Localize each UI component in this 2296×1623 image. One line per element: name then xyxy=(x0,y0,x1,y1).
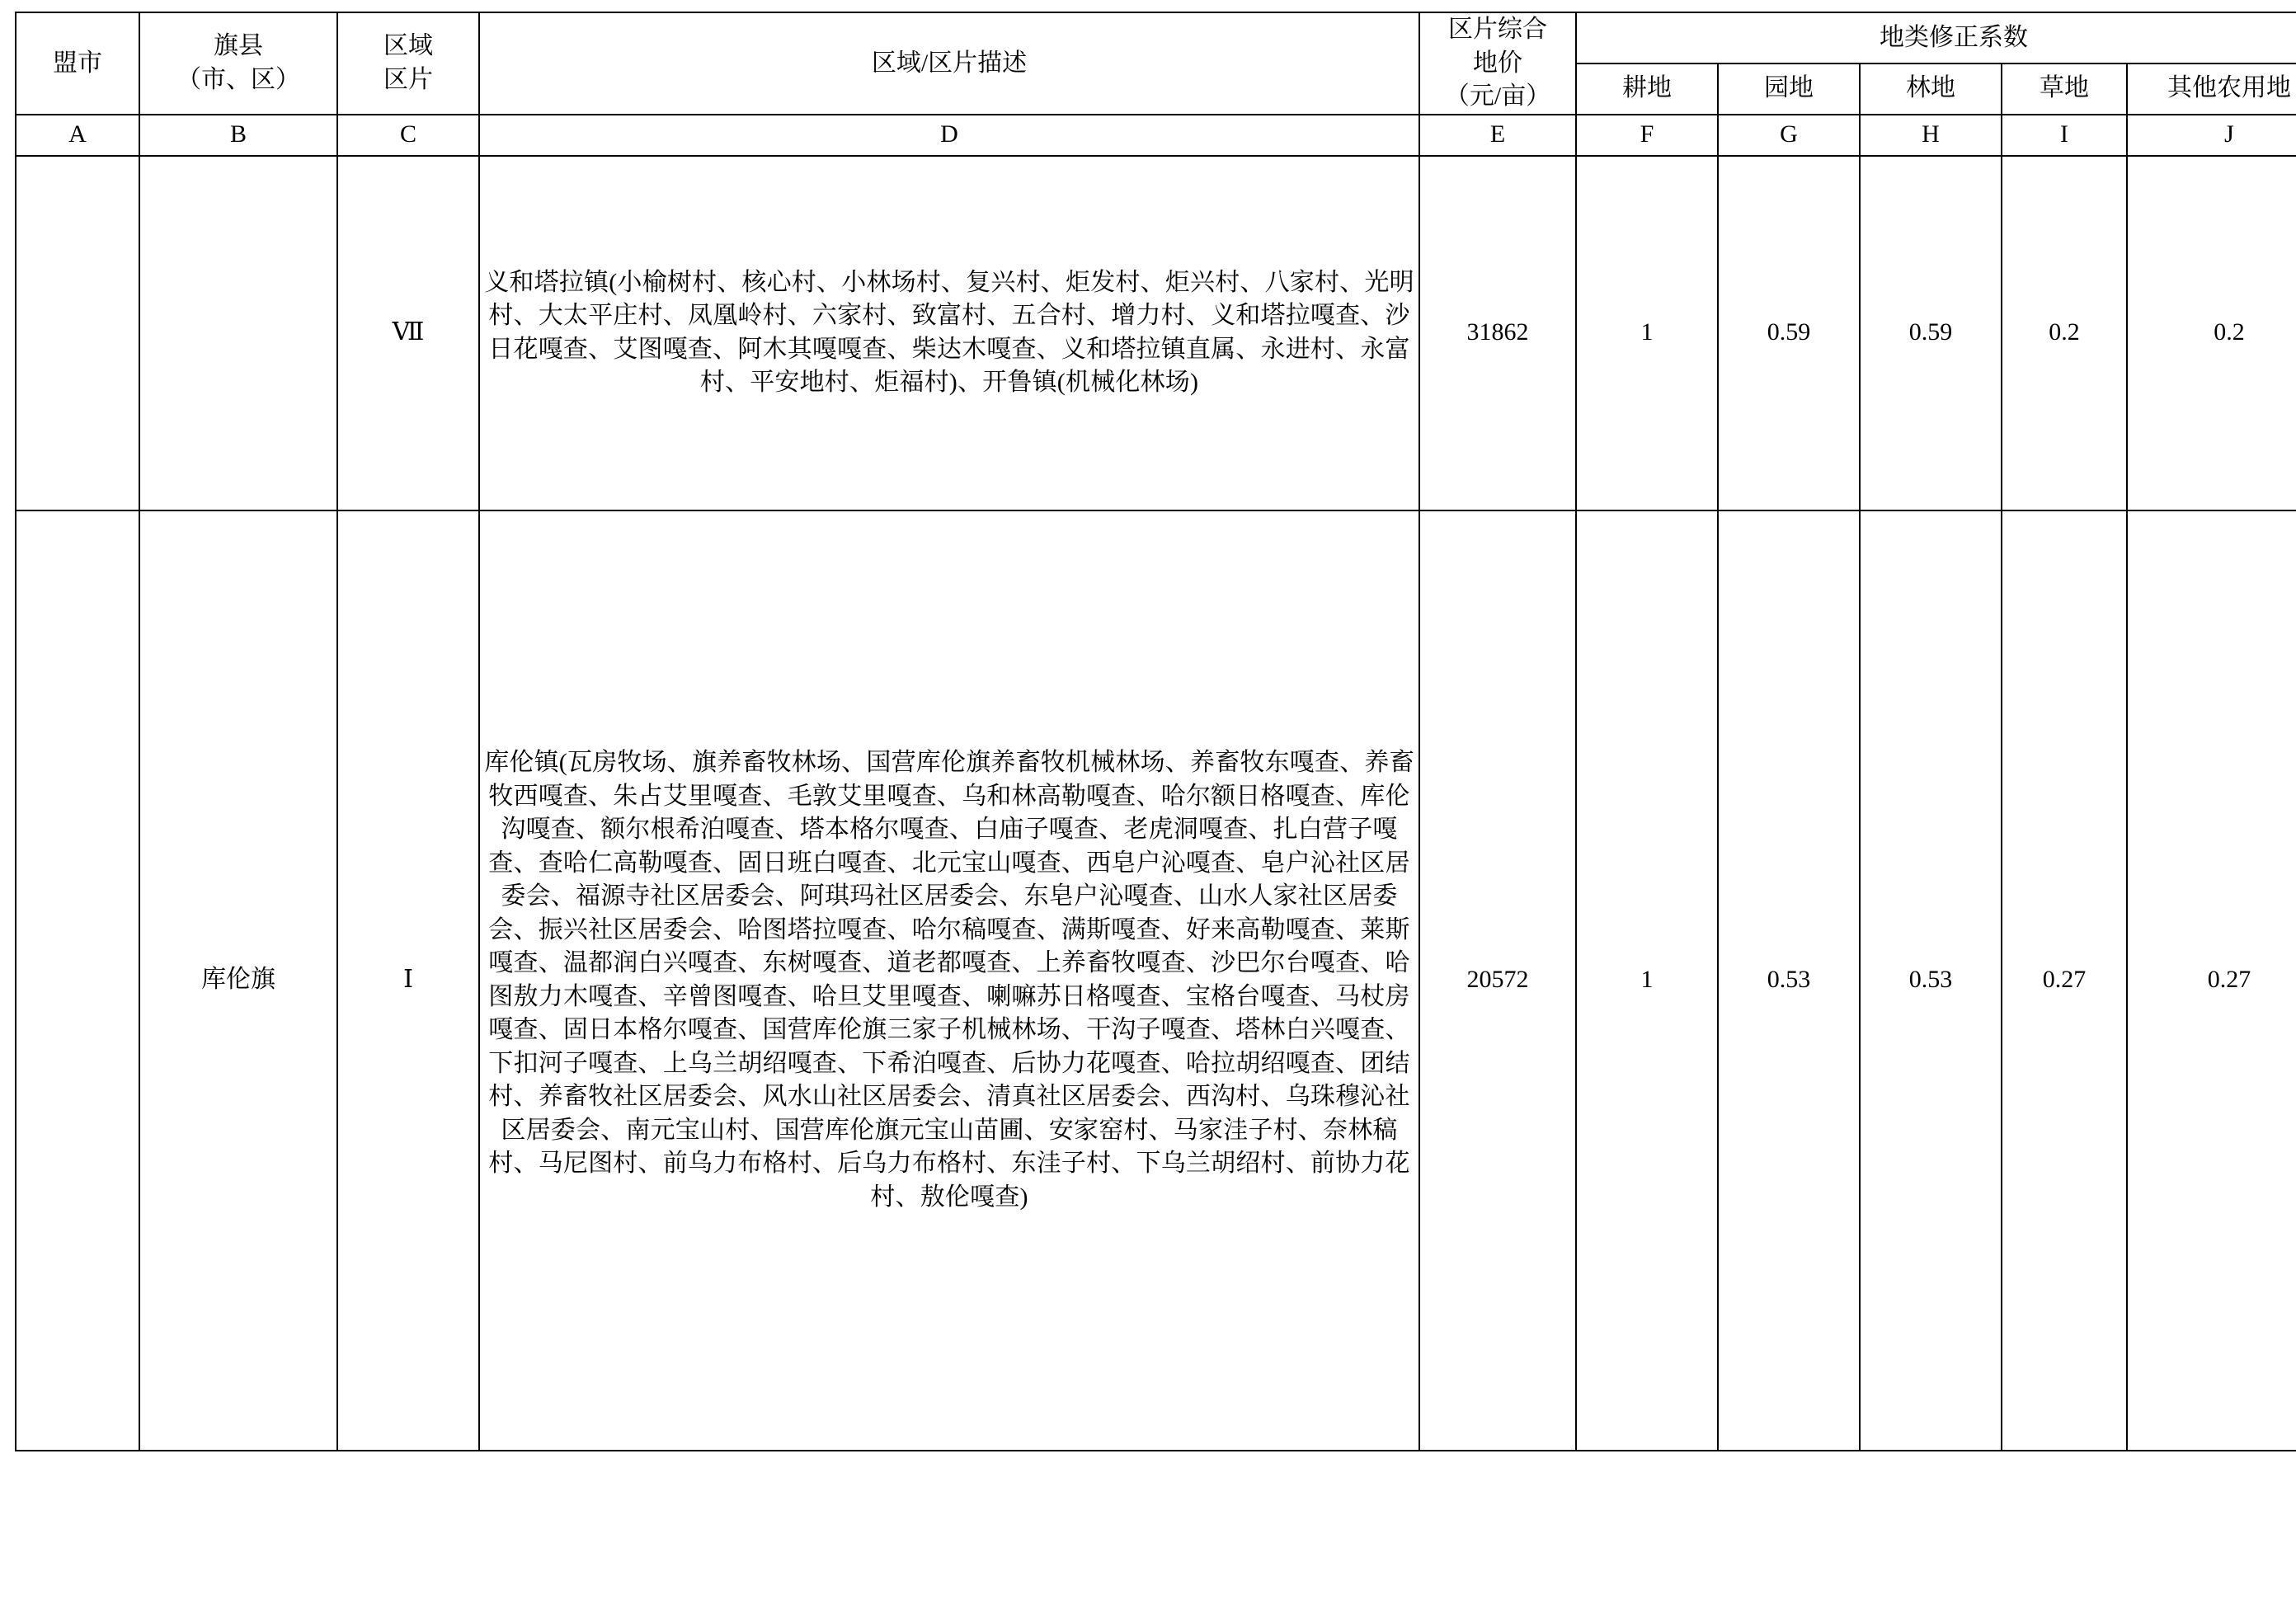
cell-gengdi: 1 xyxy=(1576,510,1718,1451)
cell-meng-shi xyxy=(16,510,139,1451)
table-header-row xyxy=(16,12,2296,64)
header-meng-shi: 盟市 xyxy=(16,12,139,115)
header-qita-nongyongdi: 其他农用地 xyxy=(2127,64,2296,115)
column-letter-h: H xyxy=(1860,115,2002,156)
cell-description: 义和塔拉镇(小榆树村、核心村、小林场村、复兴村、炬发村、炬兴村、八家村、光明村、大太平庄村、凤凰岭村、六家村、致富村、五合村、增力村、义和塔拉嘎查、沙日花嘎查、艾图嘎查、阿木其嘎嘎查、柴达木嘎查、义和塔拉镇直属、永进村、永富村、平安地村、炬福村)、开鲁镇(机械化林场) xyxy=(479,156,1419,510)
land-price-table xyxy=(15,12,2296,1451)
table-row xyxy=(16,510,2296,1451)
column-letter-f: F xyxy=(1576,115,1718,156)
column-letter-i: I xyxy=(2002,115,2127,156)
header-gengdi: 耕地 xyxy=(1576,64,1718,115)
header-qu-yu-line2: 区片 xyxy=(383,65,433,93)
cell-qita: 0.2 xyxy=(2127,156,2296,510)
header-land-type-coefficient-group: 地类修正系数 xyxy=(1576,12,2296,64)
column-letter-d: D xyxy=(479,115,1419,156)
cell-yuandi: 0.59 xyxy=(1718,156,1860,510)
cell-qu-pian: Ⅰ xyxy=(337,510,479,1451)
cell-caodi: 0.2 xyxy=(2002,156,2127,510)
column-letter-g: G xyxy=(1718,115,1860,156)
header-qi-xian-line2: （市、区） xyxy=(176,65,300,93)
header-comprehensive-price xyxy=(1419,12,1576,115)
cell-lindi: 0.59 xyxy=(1860,156,2002,510)
header-qu-yu-line1: 区域 xyxy=(383,32,433,60)
header-qi-xian xyxy=(139,12,337,115)
cell-price: 20572 xyxy=(1419,510,1576,1451)
column-letter-row xyxy=(16,115,2296,156)
cell-qu-pian: Ⅶ xyxy=(337,156,479,510)
header-caodi: 草地 xyxy=(2002,64,2127,115)
cell-meng-shi xyxy=(16,156,139,510)
cell-qi-xian xyxy=(139,156,337,510)
header-yuandi: 园地 xyxy=(1718,64,1860,115)
header-lindi: 林地 xyxy=(1860,64,2002,115)
cell-lindi: 0.53 xyxy=(1860,510,2002,1451)
header-qi-xian-line1: 旗县 xyxy=(214,32,263,60)
cell-description: 库伦镇(瓦房牧场、旗养畜牧林场、国营库伦旗养畜牧机械林场、养畜牧东嘎查、养畜牧西嘎查、朱占艾里嘎查、毛敦艾里嘎查、乌和林高勒嘎查、哈尔额日格嘎查、库伦沟嘎查、额尔根希泊嘎查、塔本格尔嘎查、白庙子嘎查、老虎洞嘎查、扎白营子嘎查、查哈仁高勒嘎查、固日班白嘎查、北元宝山嘎查、西皂户沁嘎查、皂户沁社区居委会、福源寺社区居委会、阿琪玛社区居委会、东皂户沁嘎查、山水人家社区居委会、振兴社区居委会、哈图塔拉嘎查、哈尔稿嘎查、满斯嘎查、好来高勒嘎查、莱斯嘎查、温都润白兴嘎查、东树嘎查、道老都嘎查、上养畜牧嘎查、沙巴尔台嘎查、哈图敖力木嘎查、辛曾图嘎查、哈旦艾里嘎查、喇嘛苏日格嘎查、宝格台嘎查、马杖房嘎查、固日本格尔嘎查、国营库伦旗三家子机械林场、干沟子嘎查、塔林白兴嘎查、下扣河子嘎查、上乌兰胡绍嘎查、下希泊嘎查、后协力花嘎查、哈拉胡绍嘎查、团结村、养畜牧社区居委会、风水山社区居委会、清真社区居委会、西沟村、乌珠穆沁社区居委会、南元宝山村、国营库伦旗元宝山苗圃、安家窑村、马家洼子村、奈林稿村、马尼图村、前乌力布格村、后乌力布格村、东洼子村、下乌兰胡绍村、前协力花村、敖伦嘎查) xyxy=(479,510,1419,1451)
cell-caodi: 0.27 xyxy=(2002,510,2127,1451)
cell-qi-xian: 库伦旗 xyxy=(139,510,337,1451)
column-letter-a: A xyxy=(16,115,139,156)
column-letter-b: B xyxy=(139,115,337,156)
column-letter-e: E xyxy=(1419,115,1576,156)
header-price-line1: 区片综合 xyxy=(1448,16,1547,43)
cell-qita: 0.27 xyxy=(2127,510,2296,1451)
header-qu-yu-qu-pian xyxy=(337,12,479,115)
header-price-line2: 地价 xyxy=(1473,49,1522,77)
header-price-line3: （元/亩） xyxy=(1444,82,1551,110)
column-letter-j: J xyxy=(2127,115,2296,156)
header-description: 区域/区片描述 xyxy=(479,12,1419,115)
column-letter-c: C xyxy=(337,115,479,156)
cell-price: 31862 xyxy=(1419,156,1576,510)
table-row xyxy=(16,156,2296,510)
cell-yuandi: 0.53 xyxy=(1718,510,1860,1451)
cell-gengdi: 1 xyxy=(1576,156,1718,510)
